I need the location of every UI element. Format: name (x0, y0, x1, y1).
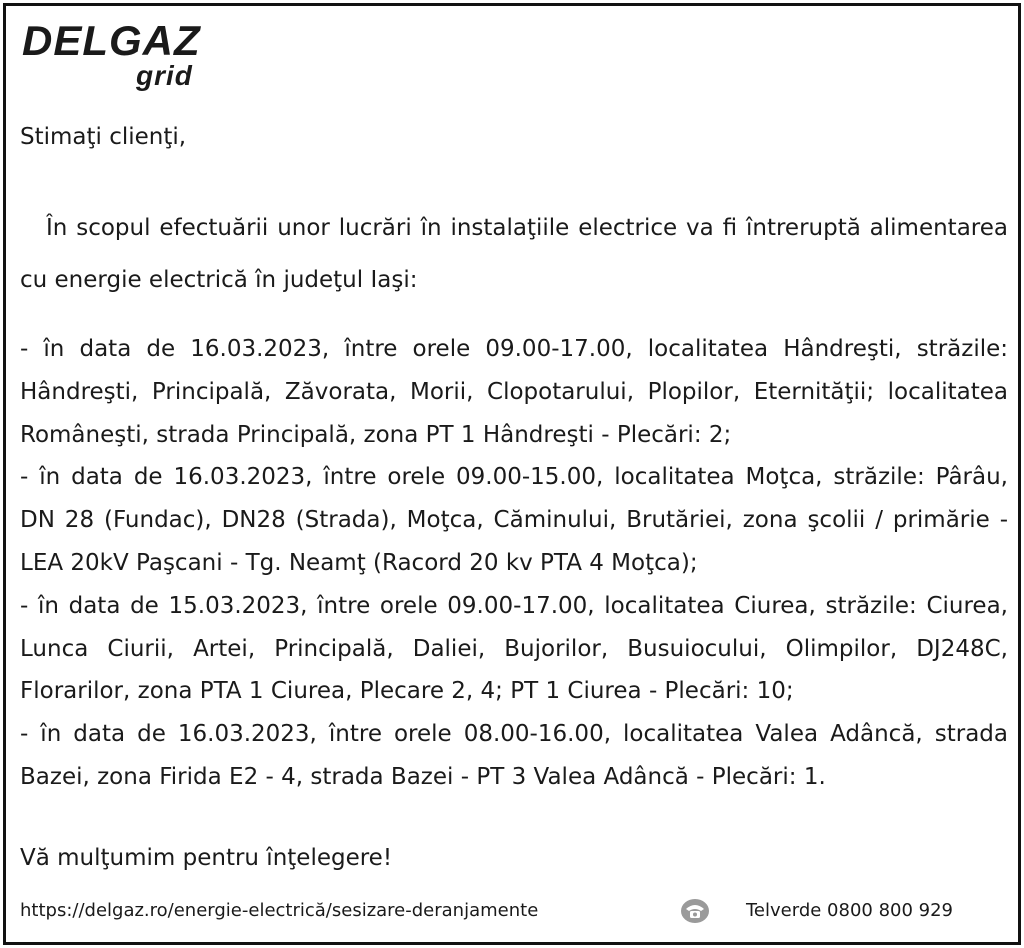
outage-item: - în data de 15.03.2023, între orele 09.00-17.00, localitatea Ciurea, străzile: Ciurea, Lunca Ciurii, Artei, Principală, Daliei, Bujorilor, Busuiocului, Olimpilor, DJ248C, Florarilor, zona PTA 1 Ciurea, Plecare 2, 4; PT 1 Ciurea - Plecări: 10; (20, 592, 1008, 705)
outage-item: - în data de 16.03.2023, între orele 09.00-17.00, localitatea Hândreşti, străzile: Hândreşti, Principală, Zăvorata, Morii, Clopotarului, Plopilor, Eternităţii; localitatea Româneşti, strada Principală, zona PT 1 Hândreşti - Plecări: 2; (20, 336, 1008, 448)
footer-url-link[interactable]: https://delgaz.ro/energie-electrică/sesizare-deranjamente (20, 900, 539, 921)
intro-paragraph: În scopul efectuării unor lucrări în instalaţiile electrice va fi întreruptă alimentarea cu energie electrică în judeţul Iaşi: (20, 215, 1008, 293)
greeting: Stimaţi clienţi, (20, 124, 187, 150)
outage-list (20, 328, 1008, 799)
thanks-line: Vă mulţumim pentru înţelegere! (20, 845, 393, 871)
telephone-icon (680, 898, 710, 924)
delgaz-grid-logo (22, 17, 222, 100)
logo-wordmark: DELGAZ (22, 17, 201, 64)
logo-subtitle: grid (136, 60, 193, 91)
telverde-phone[interactable]: Telverde 0800 800 929 (746, 900, 954, 921)
outage-item: - în data de 16.03.2023, între orele 09.00-15.00, localitatea Moţca, străzile: Pârâu, DN 28 (Fundac), DN28 (Strada), Moţca, Căminului, Brutăriei, zona şcolii / primărie - LEA 20kV Paşcani - Tg. Neamţ (Racord 20 kv PTA 4 Moţca); (20, 464, 1008, 576)
outage-item: - în data de 16.03.2023, între orele 08.00-16.00, localitatea Valea Adâncă, strada Bazei, zona Firida E2 - 4, strada Bazei - PT 3 Valea Adâncă - Plecări: 1. (20, 721, 1008, 790)
